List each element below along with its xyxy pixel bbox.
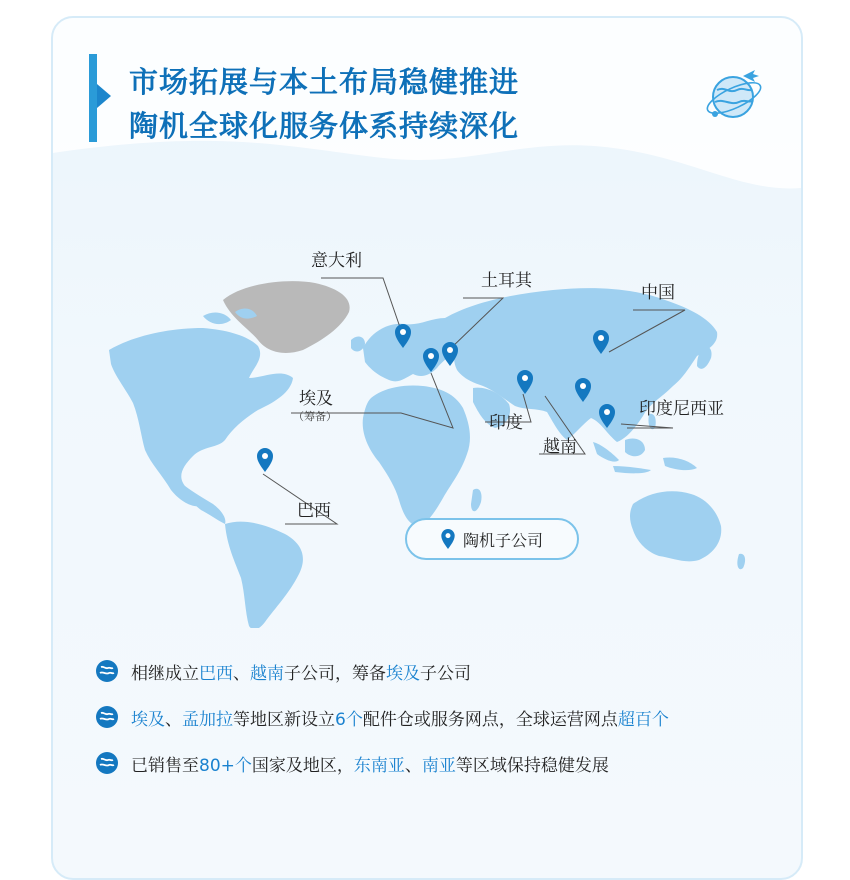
title-line-2: 陶机全球化服务体系持续深化: [129, 109, 520, 143]
highlight-text: 80+个: [199, 755, 252, 776]
bullet-text-2: [131, 705, 669, 730]
bullet-segment: 子公司，筹备: [284, 663, 386, 684]
globe-icon: [95, 659, 119, 683]
south-america: [225, 522, 303, 628]
bullet-segment: 等区域保持稳健发展: [455, 755, 609, 776]
bullet-segment: 、: [165, 709, 182, 730]
highlight-text: 越南: [250, 663, 284, 684]
bullet-item-2: [95, 694, 669, 740]
bullet-item-3: [95, 740, 669, 786]
borneo: [625, 438, 645, 456]
highlight-text: 巴西: [199, 663, 233, 684]
bullet-segment: 等地区新设立: [233, 709, 335, 730]
globe-icon: [95, 705, 119, 729]
label-italy: 意大利: [311, 251, 362, 271]
label-egypt: 埃及: [299, 389, 333, 409]
title-accent-bar: [89, 54, 97, 142]
new-guinea: [663, 457, 697, 470]
page-title: [129, 60, 519, 148]
label-india: 印度: [489, 413, 523, 433]
label-turkey: 土耳其: [481, 271, 532, 291]
globe-plane-icon: [703, 66, 765, 128]
highlight-text: 孟加拉: [182, 709, 233, 730]
highlight-text: 东南亚: [353, 755, 405, 776]
bullet-segment: 已销售至: [131, 755, 199, 776]
sumatra: [593, 442, 619, 462]
bullet-segment: 、: [233, 663, 250, 684]
bullet-segment: 相继成立: [131, 663, 199, 684]
madagascar: [471, 489, 482, 512]
location-pin-icon: [441, 529, 455, 549]
map-legend: [405, 518, 579, 560]
bullet-segment: 配件仓或服务网点，全球运营网点: [362, 709, 618, 730]
java: [613, 466, 651, 473]
highlight-text: 南亚: [421, 755, 456, 776]
bullet-segment: 国家及地区，: [251, 755, 354, 776]
label-indonesia: 印度尼西亚: [639, 399, 724, 419]
info-card: [51, 16, 803, 880]
highlight-text: 超百个: [617, 709, 669, 730]
title-arrow-icon: [97, 84, 111, 108]
bullet-text-3: [131, 751, 609, 776]
legend-label: 陶机子公司: [462, 530, 543, 550]
label-vietnam: 越南: [543, 437, 577, 457]
bullet-text-1: [131, 659, 471, 684]
highlight-text: 6个: [335, 709, 363, 730]
australia: [630, 491, 721, 561]
uk: [351, 337, 365, 352]
highlight-text: 埃及: [386, 663, 420, 684]
new-zealand: [737, 554, 745, 570]
label-brazil: 巴西: [297, 501, 331, 521]
label-china: 中国: [641, 283, 675, 303]
pin-brazil: [257, 448, 273, 472]
world-map: [53, 228, 801, 628]
bullet-segment: 子公司: [420, 663, 471, 684]
title-line-1: 市场拓展与本土布局稳健推进: [129, 65, 520, 99]
label-egypt-note: （筹备）: [293, 410, 337, 423]
bullet-item-1: [95, 648, 669, 694]
globe-icon: [95, 751, 119, 775]
bullet-segment: 、: [404, 755, 422, 776]
north-america: [109, 328, 293, 506]
africa: [363, 386, 470, 527]
bullet-list: [95, 648, 669, 786]
highlight-text: 埃及: [131, 709, 165, 730]
